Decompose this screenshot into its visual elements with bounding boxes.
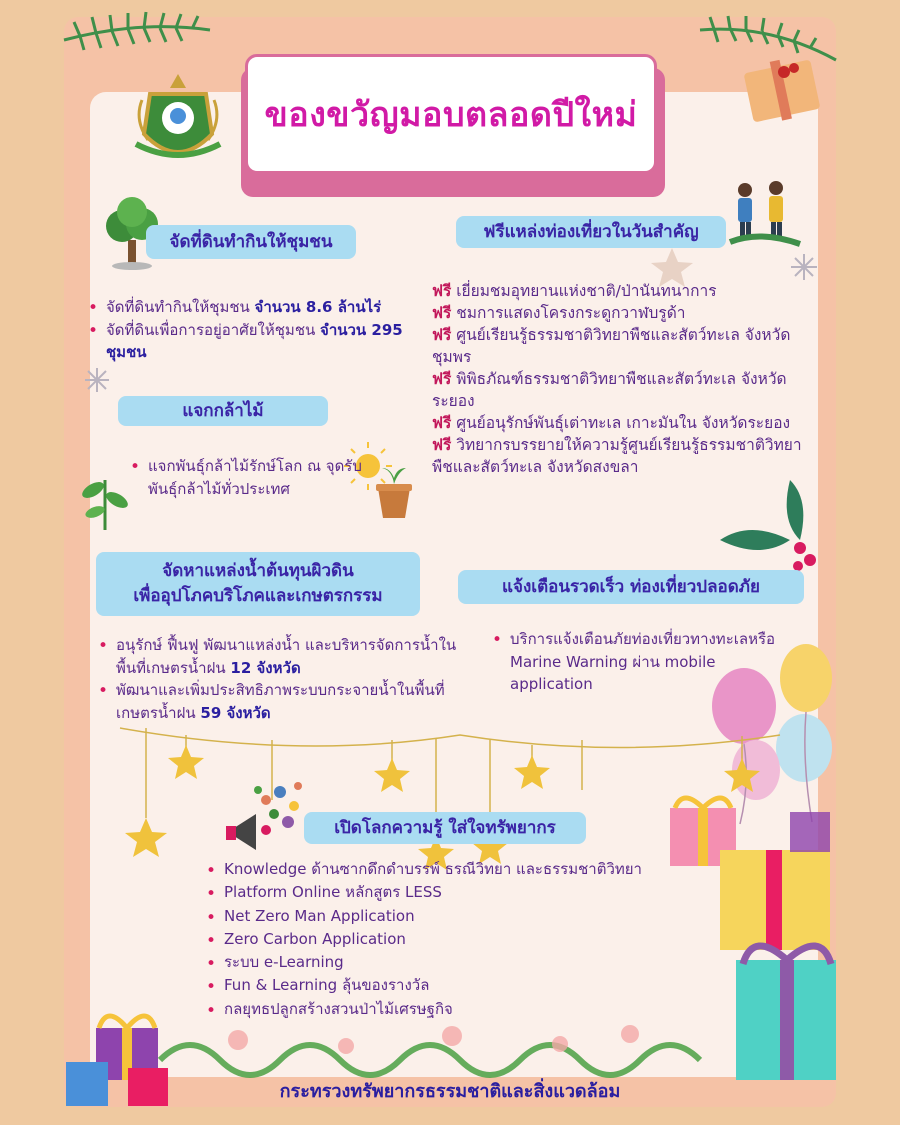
list-item bbox=[204, 951, 704, 974]
item-text: จัดที่ดินเพื่อการอยู่อาศัยให้ชุมชน bbox=[106, 320, 321, 339]
list-item bbox=[204, 881, 704, 904]
tourism-heading-text: ฟรีแหล่งท่องเที่ยวในวันสำคัญ bbox=[483, 221, 699, 242]
item-highlight: 12 จังหวัด bbox=[230, 658, 301, 677]
land-heading bbox=[146, 225, 356, 259]
holly-icon bbox=[720, 480, 816, 571]
item-text: บริการแจ้งเตือนภัยท่องเที่ยวทางทะเลหรือ Marine Warning ผ่าน mobile application bbox=[510, 630, 776, 693]
item-text: พิพิธภัณฑ์ธรรมชาติวิทยาพืชและสัตว์ทะเล จังหวัดระยอง bbox=[432, 370, 787, 410]
water-heading-line1: จัดหาแหล่งน้ำต้นทุนผิวดิน bbox=[162, 561, 354, 582]
pine-branch-icon bbox=[700, 16, 836, 60]
tourism-heading bbox=[456, 216, 726, 248]
plant-pot-icon bbox=[376, 468, 412, 518]
item-highlight: จำนวน 8.6 ล้านไร่ bbox=[254, 298, 382, 316]
free-label: ฟรี bbox=[432, 414, 452, 432]
list-item bbox=[432, 412, 820, 434]
knowledge-heading-text: เปิดโลกความรู้ ใส่ใจทรัพยากร bbox=[334, 817, 556, 838]
title-banner bbox=[241, 54, 665, 197]
item-text: จัดที่ดินทำกินให้ชุมชน bbox=[106, 298, 255, 316]
free-label: ฟรี bbox=[432, 282, 452, 300]
item-text: กลยุทธปลูกสร้างสวนป่าไม้เศรษฐกิจ bbox=[224, 999, 453, 1018]
seedlings-heading bbox=[118, 396, 328, 426]
list-item bbox=[432, 302, 820, 324]
pine-branch-icon bbox=[64, 12, 210, 50]
title-banner-inner bbox=[245, 54, 657, 174]
item-text: อนุรักษ์ ฟื้นฟู พัฒนาแหล่งน้ำ และบริหารจัดการน้ำในพื้นที่เกษตรน้ำฝน bbox=[116, 636, 457, 677]
item-text: Zero Carbon Application bbox=[224, 929, 406, 948]
item-text: ศูนย์เรียนรู้ธรรมชาติวิทยาพืชและสัตว์ทะเล จังหวัดชุมพร bbox=[432, 326, 791, 366]
list-item bbox=[204, 858, 704, 881]
item-text: เยี่ยมชมอุทยานแห่งชาติ/ป่านันทนาการ bbox=[456, 282, 717, 300]
item-text: ระบบ e-Learning bbox=[224, 953, 344, 971]
list-item bbox=[432, 324, 820, 368]
travelers-icon bbox=[730, 181, 800, 244]
list-item bbox=[432, 280, 820, 302]
item-text: Fun & Learning ลุ้นของรางวัล bbox=[224, 976, 430, 995]
list-item bbox=[128, 455, 364, 500]
seedling-icon bbox=[80, 479, 131, 530]
warning-list bbox=[490, 628, 790, 696]
seedlings-heading-text: แจกกล้าไม้ bbox=[182, 400, 264, 421]
list-item bbox=[204, 974, 704, 997]
warning-heading bbox=[458, 570, 804, 604]
free-label: ฟรี bbox=[432, 326, 452, 344]
item-highlight: 59 จังหวัด bbox=[200, 703, 271, 722]
ministry-seal-icon bbox=[128, 70, 228, 170]
free-label: ฟรี bbox=[432, 370, 452, 388]
item-text: แจกพันธุ์กล้าไม้รักษ์โลก ณ จุดรับพันธุ์กล้าไม้ทั่วประเทศ bbox=[148, 457, 362, 498]
warning-heading-text: แจ้งเตือนรวดเร็ว ท่องเที่ยวปลอดภัย bbox=[502, 576, 760, 597]
list-item bbox=[204, 928, 704, 951]
seedlings-list bbox=[128, 455, 364, 500]
item-text: Platform Online หลักสูตร LESS bbox=[224, 883, 442, 902]
knowledge-list bbox=[204, 858, 704, 1021]
item-text: Net Zero Man Application bbox=[224, 906, 415, 925]
gift-box-icon bbox=[744, 59, 821, 122]
free-label: ฟรี bbox=[432, 436, 452, 454]
list-item bbox=[432, 434, 820, 478]
star-icon bbox=[125, 745, 760, 870]
item-text: ศูนย์อนุรักษ์พันธุ์เต่าทะเล เกาะมันใน จังหวัดระยอง bbox=[456, 414, 791, 432]
list-item bbox=[204, 998, 704, 1021]
list-item bbox=[490, 628, 790, 696]
item-text: Knowledge ด้านซากดึกดำบรรพ์ ธรณีวิทยา และธรรมชาติวิทยา bbox=[224, 860, 642, 878]
list-item bbox=[432, 368, 820, 412]
water-heading bbox=[96, 552, 420, 616]
water-list bbox=[96, 634, 476, 724]
list-item bbox=[96, 634, 476, 679]
land-heading-text: จัดที่ดินทำกินให้ชุมชน bbox=[169, 231, 333, 252]
list-item bbox=[96, 679, 476, 724]
item-highlight: จำนวน 295 ชุมชน bbox=[106, 320, 403, 361]
list-item bbox=[86, 319, 426, 364]
knowledge-heading bbox=[304, 812, 586, 844]
page-title: ของขวัญมอบตลอดปีใหม่ bbox=[264, 95, 638, 135]
megaphone-icon bbox=[226, 782, 302, 850]
footer-ministry-name: กระทรวงทรัพยากรธรรมชาติและสิ่งแวดล้อม bbox=[279, 1081, 621, 1102]
water-heading-line2: เพื่ออุปโภคบริโภคและเกษตรกรรม bbox=[133, 586, 383, 606]
item-text: วิทยากรบรรยายให้ความรู้ศูนย์เรียนรู้ธรรมชาติวิทยาพืชและสัตว์ทะเล จังหวัดสงขลา bbox=[432, 436, 802, 476]
list-item bbox=[204, 905, 704, 928]
tourism-list bbox=[432, 280, 820, 478]
list-item bbox=[86, 296, 426, 319]
item-text: ชมการแสดงโครงกระดูกวาฬบรูด้า bbox=[456, 304, 686, 322]
free-label: ฟรี bbox=[432, 304, 452, 322]
item-text: พัฒนาและเพิ่มประสิทธิภาพระบบกระจายน้ำในพื้นที่เกษตรน้ำฝน bbox=[116, 681, 445, 722]
land-list bbox=[86, 296, 426, 364]
